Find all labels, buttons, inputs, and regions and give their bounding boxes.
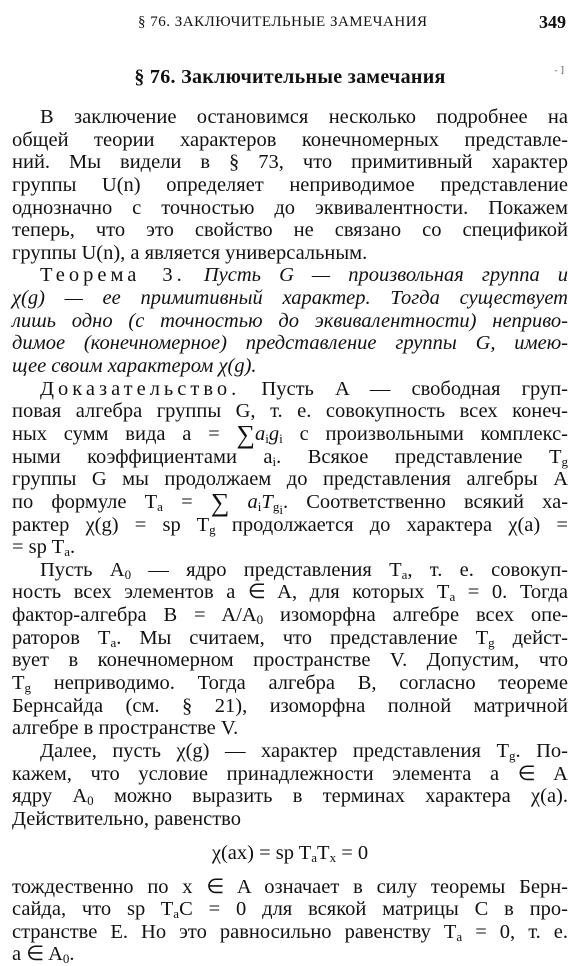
display-formula: χ(ax) = sp $T_aT_x = 0$ [211, 841, 369, 865]
text-line: алгебре в пространстве V. [12, 717, 239, 740]
proof-line: по формуле $T_a$ = ∑ $a_iT_{g_i}$. Соответственно всякий ха- [12, 487, 569, 517]
text-line: тождественно по x ∈ A означает в силу теоремы Берн- [12, 875, 568, 898]
theorem-line: лишь одно (с точностью до эквивалентности) неприво- [12, 309, 568, 332]
section-heading: § 76. Заключительные замечания [134, 66, 446, 88]
proof-line: повая алгебра группы G, т. е. совокупность всех конеч- [12, 400, 568, 423]
text-line: Действительно, равенство [12, 807, 241, 830]
text-line: ядру $A_0$ можно выразить в терминах характера χ(a). [12, 785, 568, 809]
theorem-line: щее своим характером χ(g). [12, 355, 257, 378]
theorem-line [12, 264, 568, 287]
text-line: группы U(n), а является универсальным. [12, 241, 368, 264]
text-line: ний. Мы видели в § 73, что примитивный характер [12, 151, 568, 174]
proof-label: Доказательство. [40, 377, 241, 400]
theorem-line: χ(g) — ее примитивный характер. Тогда существует [12, 287, 568, 310]
margin-mark: - ] [554, 66, 564, 76]
sum-symbol: ∑ [210, 487, 230, 517]
text-line: группы U(n) определяет неприводимое представление [12, 173, 568, 196]
theorem-text: Пусть G — произвольная группа и [203, 264, 569, 287]
proof-line: ных сумм вида $a = \sum a_ig_i$ с произвольными комплекс- [12, 419, 568, 449]
text-line: раторов $T_a$. Мы считаем, что представление $T_g$ дейст- [12, 626, 568, 650]
theorem-label: Теорема 3. [40, 264, 186, 287]
text-line: теперь, что это свойство не связано со спецификой [12, 219, 568, 242]
text-line: $T_g$ неприводимо. Тогда алгебра B, согласно теореме [12, 672, 568, 696]
text-line: Бернсайда (см. § 21), изоморфна полной матричной [12, 694, 568, 717]
text-line: a ∈ $A_0$. [12, 943, 75, 966]
text-line: Пусть $A_0$ — ядро представления $T_a$, т. е. совокуп- [40, 558, 569, 582]
theorem-line: димое (конечномерное) представление группы G, имею- [12, 332, 568, 355]
proof-line: группы G мы продолжаем до представления алгебры A [12, 468, 568, 491]
text-line: Далее, пусть χ(g) — характер представления $T_g$. По- [40, 739, 568, 763]
text-line: вует в конечномерном пространстве V. Допустим, что [12, 649, 568, 672]
text-line: ность всех элементов a ∈ A, для которых $T_a = 0$. Тогда [12, 581, 568, 605]
text-line: странстве E. Но это равносильно равенству $T_a = 0$, т. е. [12, 920, 568, 944]
text-line: фактор-алгебра $B = A/A_0$ изоморфна алгебре всех опе- [12, 604, 568, 628]
sum-symbol: ∑ [236, 419, 256, 449]
text-line: общей теории характеров конечномерных представле- [12, 128, 568, 151]
running-title: § 76. ЗАКЛЮЧИТЕЛЬНЫЕ ЗАМЕЧАНИЯ [138, 14, 428, 30]
running-header [0, 14, 580, 40]
proof-line: рактер χ(g) = sp $T_g$ продолжается до характера χ(a) = [12, 513, 568, 537]
proof-line: Доказательство. Пусть A — свободная груп- [40, 377, 568, 400]
text-line: однозначно с точностью до эквивалентности. Покажем [12, 196, 568, 219]
page-number: 349 [539, 12, 566, 32]
text-line: В заключение остановимся несколько подробнее на [40, 106, 568, 128]
proof-line: = sp $T_a$. [12, 536, 76, 560]
text-line: сайда, что sp $T_aC = 0$ для всякой матрицы C в про- [12, 898, 569, 922]
body-text [12, 106, 568, 966]
proof-line: ными коэффициентами $a_i$. Всякое представление $T_g$ [12, 445, 569, 469]
text-line: кажем, что условие принадлежности элемента a ∈ A [12, 762, 568, 785]
